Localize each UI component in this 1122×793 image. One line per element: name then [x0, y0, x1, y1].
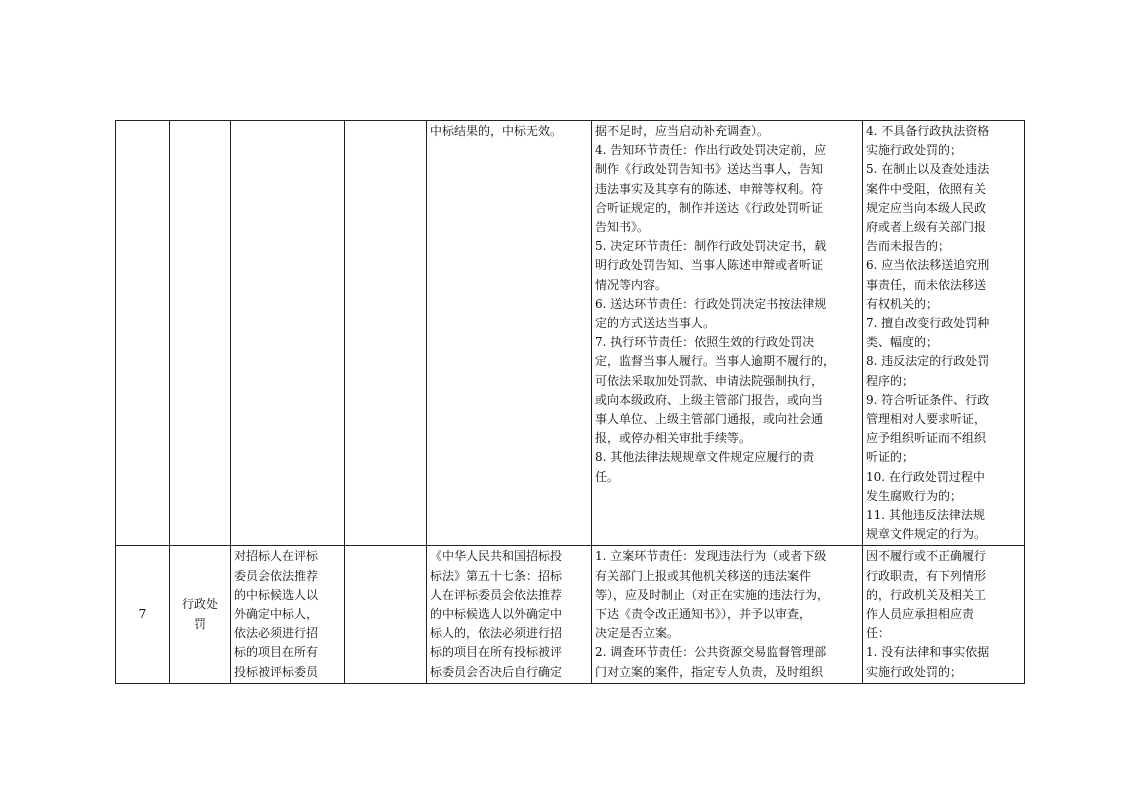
responsibility-line: 5. 决定环节责任：制作行政处罚决定书，载 [595, 239, 827, 254]
responsibility-line: 4. 告知环节责任：作出行政处罚决定前，应 [595, 143, 827, 158]
responsibility-cell [592, 121, 863, 546]
basis-line: 中标结果的，中标无效。 [430, 124, 563, 138]
seq-cell [116, 121, 170, 546]
responsibility-line: 定的方式送达当事人。 [595, 316, 716, 331]
responsibility-line: 决定是否立案。 [595, 626, 680, 641]
item-line: 委员会依法推荐 [234, 568, 319, 583]
accountability-line: 听证的； [866, 450, 915, 465]
accountability-line: 5. 在制止以及查处违法 [866, 162, 990, 177]
accountability-line: 类、幅度的； [866, 335, 939, 350]
responsibility-line: 合听证规定的，制作并送达《行政处罚听证 [595, 200, 824, 215]
accountability-line: 1. 没有法律和事实依据 [866, 645, 990, 660]
accountability-line: 程序的； [866, 373, 915, 388]
responsibility-line: 情况等内容。 [595, 277, 668, 292]
responsibility-line: 有关部门上报或其他机关移送的违法案件 [595, 568, 812, 583]
accountability-line: 发生腐败行为的； [866, 488, 963, 503]
accountability-line: 9. 符合听证条件、行政 [866, 392, 990, 407]
type-cell [170, 546, 231, 683]
accountability-line: 10. 在行政处罚过程中 [866, 469, 985, 484]
responsibility-table [115, 120, 1025, 684]
item-line: 的中标候选人以 [234, 587, 319, 602]
responsibility-line: 明行政处罚告知、当事人陈述申辩或者听证 [595, 258, 824, 273]
accountability-line: 的，行政机关及相关工 [866, 587, 987, 602]
responsibility-line: 1. 立案环节责任：发现违法行为（或者下级 [595, 549, 827, 564]
basis-cell [427, 546, 592, 683]
responsibility-line: 定，监督当事人履行。当事人逾期不履行的， [595, 354, 836, 369]
responsibility-line: 门对立案的案件，指定专人负责，及时组织 [595, 664, 824, 679]
type-cell [170, 121, 231, 546]
responsibility-line: 可依法采取加处罚款、申请法院强制执行， [595, 373, 824, 388]
accountability-line: 应予组织听证而不组织 [866, 431, 987, 446]
responsibility-line: 2. 调查环节责任：公共资源交易监督管理部 [595, 645, 827, 660]
accountability-line: 有权机关的； [866, 296, 939, 311]
accountability-line: 案件中受阻，依照有关 [866, 181, 987, 196]
responsibility-line: 6. 送达环节责任：行政处罚决定书按法律规 [595, 296, 827, 311]
accountability-cell [863, 546, 1025, 683]
type-line: 行政处 [181, 597, 218, 612]
item-line: 依法必须进行招 [234, 626, 319, 641]
responsibility-line: 等），应及时制止（对正在实施的违法行为， [595, 587, 830, 602]
basis-line: 人在评标委员会依法推荐 [430, 587, 563, 602]
accountability-line: 行政职责，有下列情形 [866, 568, 987, 583]
accountability-line: 规章文件规定的行为。 [866, 527, 987, 542]
responsibility-line: 制作《行政处罚告知书》送达当事人，告知 [595, 162, 824, 177]
accountability-line: 规定应当向本级人民政 [866, 200, 987, 215]
accountability-line: 6. 应当依法移送追究刑 [866, 258, 990, 273]
responsibility-line: 8. 其他法律法规规章文件规定应履行的责 [595, 450, 815, 465]
accountability-line: 7. 擅自改变行政处罚种 [866, 316, 990, 331]
table-row [116, 546, 1025, 683]
accountability-line: 作人员应承担相应责 [866, 607, 975, 622]
responsibility-line: 报，或停办相关审批手续等。 [595, 431, 752, 446]
blank-cell [345, 546, 427, 683]
item-line: 标的项目在所有 [234, 645, 319, 660]
responsibility-line: 任。 [595, 469, 620, 484]
accountability-line: 因不履行或不正确履行 [866, 549, 987, 564]
responsibility-line: 告知书》。 [595, 220, 650, 235]
responsibility-line: 据不足时，应当启动补充调查）。 [595, 124, 770, 138]
table-row [116, 121, 1025, 546]
basis-cell [427, 121, 592, 546]
basis-line: 标的项目在所有投标被评 [430, 645, 563, 660]
responsibility-line: 下达《责令改正通知书》），并予以审查， [595, 607, 812, 622]
type-line: 罚 [193, 616, 206, 631]
accountability-line: 管理相对人要求听证， [866, 412, 987, 427]
accountability-line: 实施行政处罚的； [866, 143, 963, 158]
item-line: 外确定中标人， [234, 607, 319, 622]
item-line: 投标被评标委员 [234, 664, 319, 679]
basis-line: 标法》第五十七条：招标 [430, 568, 563, 583]
responsibility-line: 7. 执行环节责任：依照生效的行政处罚决 [595, 335, 815, 350]
accountability-line: 任： [866, 626, 891, 641]
responsibility-line: 违法事实及其享有的陈述、申辩等权利。符 [595, 181, 824, 196]
accountability-line: 事责任，而未依法移送 [866, 277, 987, 292]
item-cell [231, 546, 345, 683]
basis-line: 《中华人民共和国招标投 [430, 549, 563, 564]
accountability-line: 8. 违反法定的行政处罚 [866, 354, 990, 369]
item-line: 对招标人在评标 [234, 549, 319, 564]
responsibility-cell [592, 546, 863, 683]
basis-line: 标委员会否决后自行确定 [430, 664, 563, 679]
item-cell [231, 121, 345, 546]
responsibility-line: 或向本级政府、上级主管部门报告，或向当 [595, 392, 824, 407]
basis-line: 的中标候选人以外确定中 [430, 607, 563, 622]
accountability-cell [863, 121, 1025, 546]
blank-cell [345, 121, 427, 546]
accountability-line: 府或者上级有关部门报 [866, 220, 987, 235]
accountability-line: 4. 不具备行政执法资格 [866, 124, 990, 138]
accountability-line: 11. 其他违反法律法规 [866, 508, 985, 523]
accountability-line: 告而未报告的； [866, 239, 951, 254]
seq-cell: 7 [116, 546, 170, 683]
basis-line: 标人的，依法必须进行招 [430, 626, 563, 641]
accountability-line: 实施行政处罚的； [866, 664, 963, 679]
responsibility-line: 事人单位、上级主管部门通报，或向社会通 [595, 412, 824, 427]
